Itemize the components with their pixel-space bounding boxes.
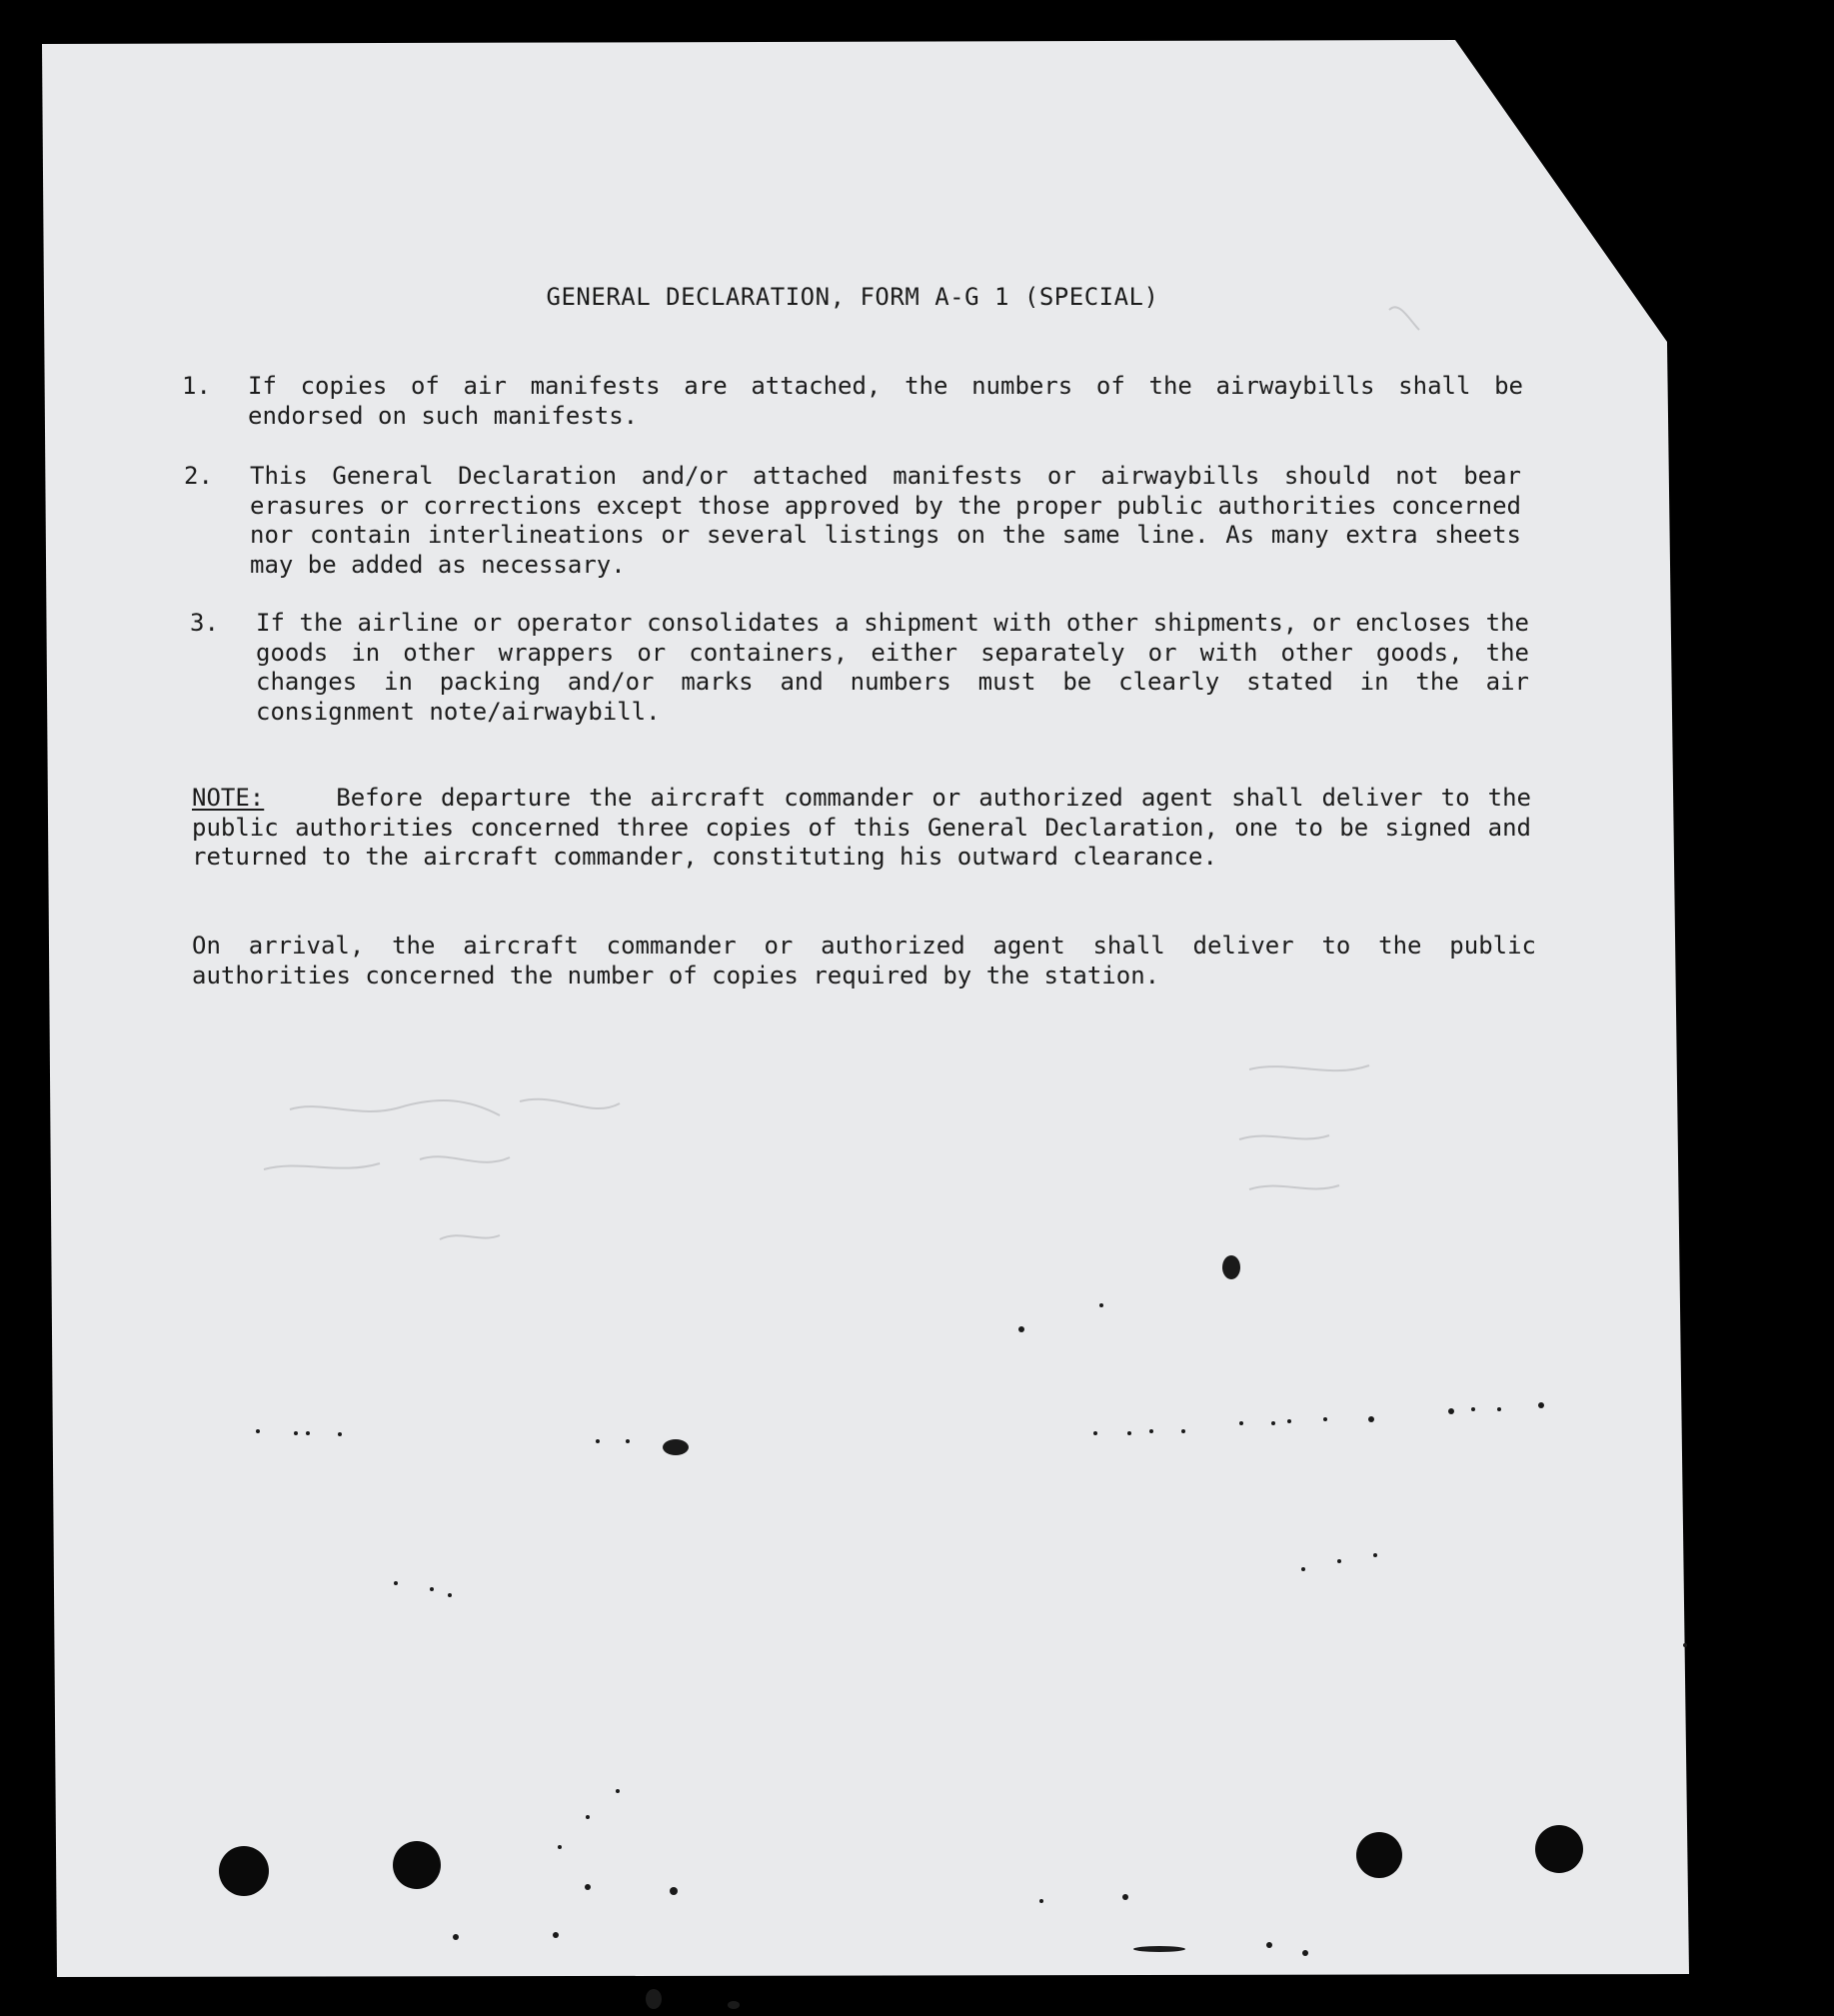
list-item-number: 2. <box>184 462 213 490</box>
document-title: GENERAL DECLARATION, FORM A-G 1 (SPECIAL) <box>546 283 1159 311</box>
list-item <box>190 609 1529 727</box>
note-text: Before departure the aircraft commander or authorized agent shall deliver to the public authorities concerned three copies of this General Declaration, one to be signed and returned to the aircraft commander, constituting his outward clearance. <box>192 784 1531 871</box>
list-item-text: This General Declaration and/or attached manifests or airwaybills should not bear erasures or corrections except those approved by the proper public authorities concerned nor contain interlineations or several listings on the same line. As many extra sheets may be added as necessary. <box>250 462 1521 579</box>
note-label: NOTE: <box>192 784 265 812</box>
list-item <box>184 462 1521 580</box>
note-paragraph <box>192 784 1531 873</box>
list-item-text: If the airline or operator consolidates a shipment with other shipments, or encloses the goods in other wrappers or containers, either separately or with other goods, the changes in packing and/or marks and numbers must be clearly stated in the air consignment note/airwaybill. <box>256 609 1529 726</box>
arrival-paragraph: On arrival, the aircraft commander or authorized agent shall deliver to the public authorities concerned the number of copies required by the station. <box>192 932 1536 990</box>
list-item-number: 3. <box>190 609 219 637</box>
list-item-number: 1. <box>182 372 211 400</box>
list-item-text: If copies of air manifests are attached, the numbers of the airwaybills shall be endorsed on such manifests. <box>248 372 1523 430</box>
list-item <box>182 372 1523 431</box>
